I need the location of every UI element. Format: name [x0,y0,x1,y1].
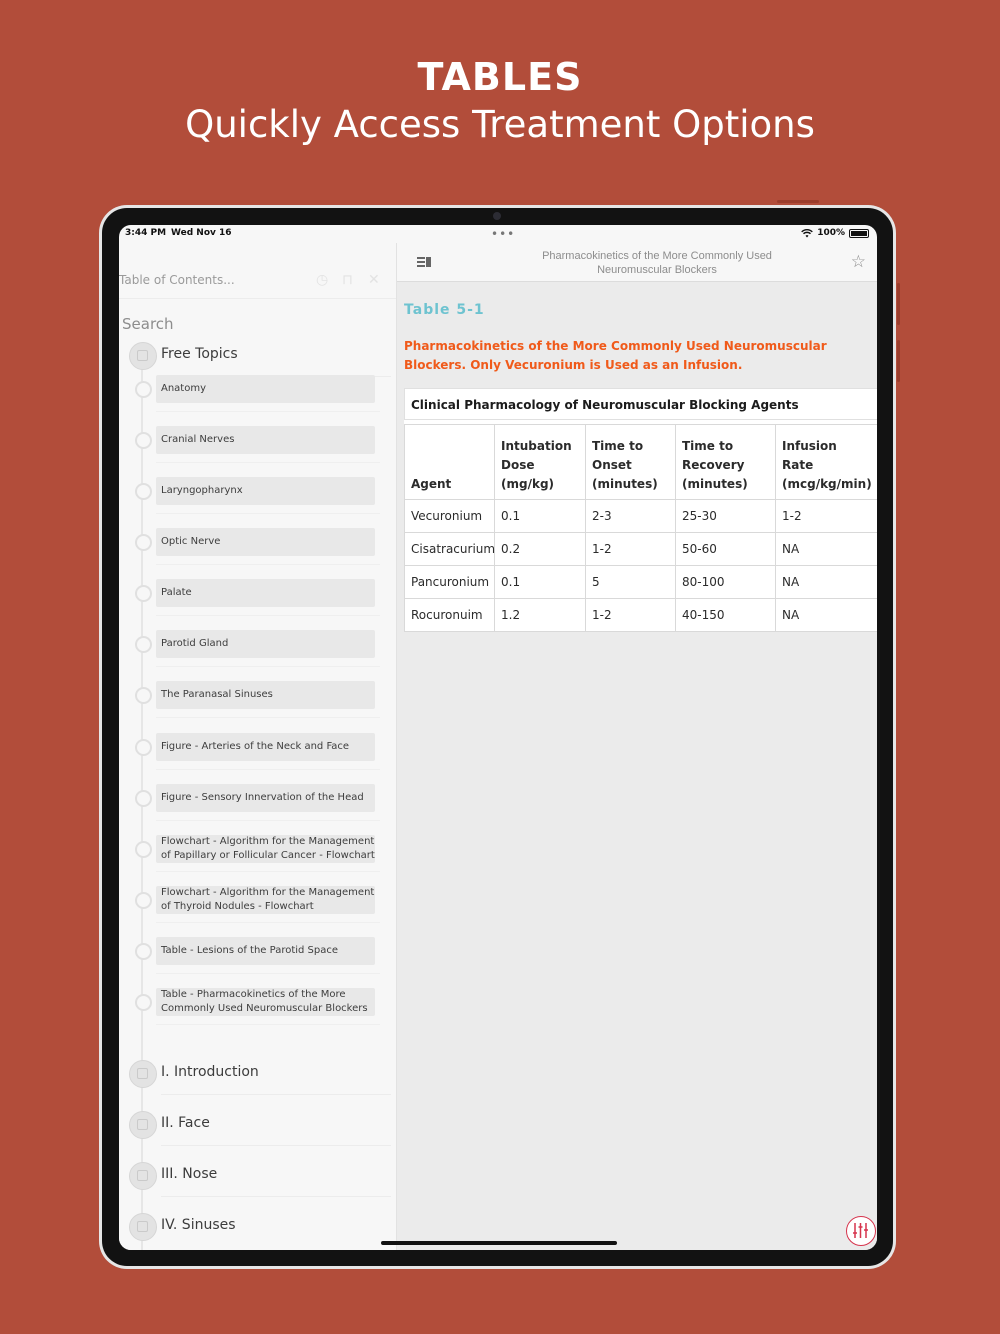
table-caption: Pharmacokinetics of the More Commonly Used Neuromuscular Blockers. Only Vecuronium is Used as an Infusion. [404,339,827,372]
table-cell: Rocuronuim [405,599,495,632]
circle-icon [135,892,152,909]
top-button [777,200,819,203]
circle-icon [135,381,152,398]
cube-icon [129,1060,157,1088]
column-header: Infusion Rate (mcg/kg/min) [776,425,878,500]
list-item[interactable] [133,733,383,763]
cube-icon [129,1162,157,1190]
pharmacology-table [404,388,877,632]
list-item[interactable] [133,988,383,1018]
table-cell: NA [776,566,878,599]
app-screen [119,225,877,1250]
table-cell: 5 [586,566,676,599]
table-cell: NA [776,599,878,632]
list-item[interactable] [133,528,383,558]
section-free-topics[interactable] [129,340,384,370]
item-label: Laryngopharynx [161,485,243,496]
volume-down-button [897,340,900,382]
column-header: Agent [405,425,495,500]
item-label: Table - Lesions of the Parotid Space [161,945,339,956]
status-time: 3:44 PM [125,228,167,238]
table-row [405,533,878,566]
status-bar [119,225,877,243]
cube-icon [129,1111,157,1139]
section-sinuses[interactable] [129,1211,384,1241]
main-content [397,243,877,1250]
table-cell: 0.1 [495,500,586,533]
table-cell: Vecuronium [405,500,495,533]
hero-title: TABLES [417,55,583,99]
battery-percent: 100% [817,228,845,238]
divider [119,298,396,299]
toc-search-field[interactable]: Table of Contents... [119,273,235,287]
table-cell: NA [776,533,878,566]
search-input[interactable]: Search [122,315,174,333]
table-header-row [405,425,878,500]
table-cell: 2-3 [586,500,676,533]
table-cell: 0.2 [495,533,586,566]
table-cell: 25-30 [676,500,776,533]
column-header: Intubation Dose (mg/kg) [495,425,586,500]
circle-icon [135,841,152,858]
table-cell: 0.1 [495,566,586,599]
document-title: Pharmacokinetics of the More Commonly Used Neuromuscular Blockers [542,250,772,276]
home-indicator[interactable] [381,1241,617,1245]
list-item[interactable] [133,477,383,507]
list-icon[interactable] [417,257,431,268]
battery-icon [849,229,869,238]
item-label: Cranial Nerves [161,434,235,445]
circle-icon [135,739,152,756]
history-icon[interactable]: ◷ [316,272,329,288]
sliders-icon[interactable] [846,1216,876,1246]
item-label: Flowchart - Algorithm for the Management of Thyroid Nodules - Flowchart [161,887,375,912]
section-label: I. Introduction [161,1064,259,1080]
circle-icon [135,483,152,500]
table-of-contents-sidebar [119,243,397,1250]
section-label: Free Topics [161,346,238,362]
list-item[interactable] [133,375,383,405]
circle-icon [135,585,152,602]
table-cell: 1-2 [586,599,676,632]
list-item[interactable] [133,784,383,814]
table-cell: 1.2 [495,599,586,632]
wifi-icon [801,229,813,238]
circle-icon [135,943,152,960]
item-label: Parotid Gland [161,638,229,649]
list-item[interactable] [133,579,383,609]
table-cell: 40-150 [676,599,776,632]
list-item[interactable] [133,426,383,456]
section-label: IV. Sinuses [161,1217,236,1233]
cube-icon [129,342,157,370]
table-row [405,566,878,599]
item-label: Anatomy [161,383,207,394]
volume-up-button [897,283,900,325]
circle-icon [135,432,152,449]
circle-icon [135,790,152,807]
bookmark-icon[interactable]: ⊓ [342,272,353,288]
list-item[interactable] [133,886,383,916]
list-item[interactable] [133,630,383,660]
multitasking-dots-icon[interactable]: ••• [491,227,516,241]
table-cell: 80-100 [676,566,776,599]
circle-icon [135,534,152,551]
status-date: Wed Nov 16 [171,228,232,238]
circle-icon [135,636,152,653]
section-nose[interactable] [129,1160,384,1190]
table-cell: Pancuronium [405,566,495,599]
column-header: Time to Recovery (minutes) [676,425,776,500]
section-label: III. Nose [161,1166,218,1182]
list-item[interactable] [133,835,383,865]
section-label: II. Face [161,1115,210,1131]
list-item[interactable] [133,937,383,967]
item-label: Figure - Arteries of the Neck and Face [161,741,350,752]
item-label: Optic Nerve [161,536,221,547]
table-cell: 1-2 [776,500,878,533]
column-header: Time to Onset (minutes) [586,425,676,500]
table-cell: 1-2 [586,533,676,566]
hero-subtitle: Quickly Access Treatment Options [185,103,815,146]
star-icon[interactable]: ☆ [850,252,866,272]
item-label: Table - Pharmacokinetics of the More Commonly Used Neuromuscular Blockers [161,989,368,1014]
item-label: Figure - Sensory Innervation of the Head [161,792,364,803]
camera-dot [493,212,501,220]
table-cell: 50-60 [676,533,776,566]
content-header [397,243,877,282]
circle-icon [135,994,152,1011]
table-cell: Cisatracurium [405,533,495,566]
table-number: Table 5-1 [404,302,485,318]
section-introduction[interactable] [129,1058,384,1088]
item-label: The Paranasal Sinuses [161,689,273,700]
close-icon[interactable]: ✕ [368,272,380,288]
table-row [405,599,878,632]
item-label: Flowchart - Algorithm for the Management of Papillary or Follicular Cancer - Flowchart [161,836,375,861]
table-row [405,500,878,533]
table-title: Clinical Pharmacology of Neuromuscular Blocking Agents [404,388,877,420]
item-label: Palate [161,587,192,598]
list-item[interactable] [133,681,383,711]
circle-icon [135,687,152,704]
cube-icon [129,1213,157,1241]
section-face[interactable] [129,1109,384,1139]
